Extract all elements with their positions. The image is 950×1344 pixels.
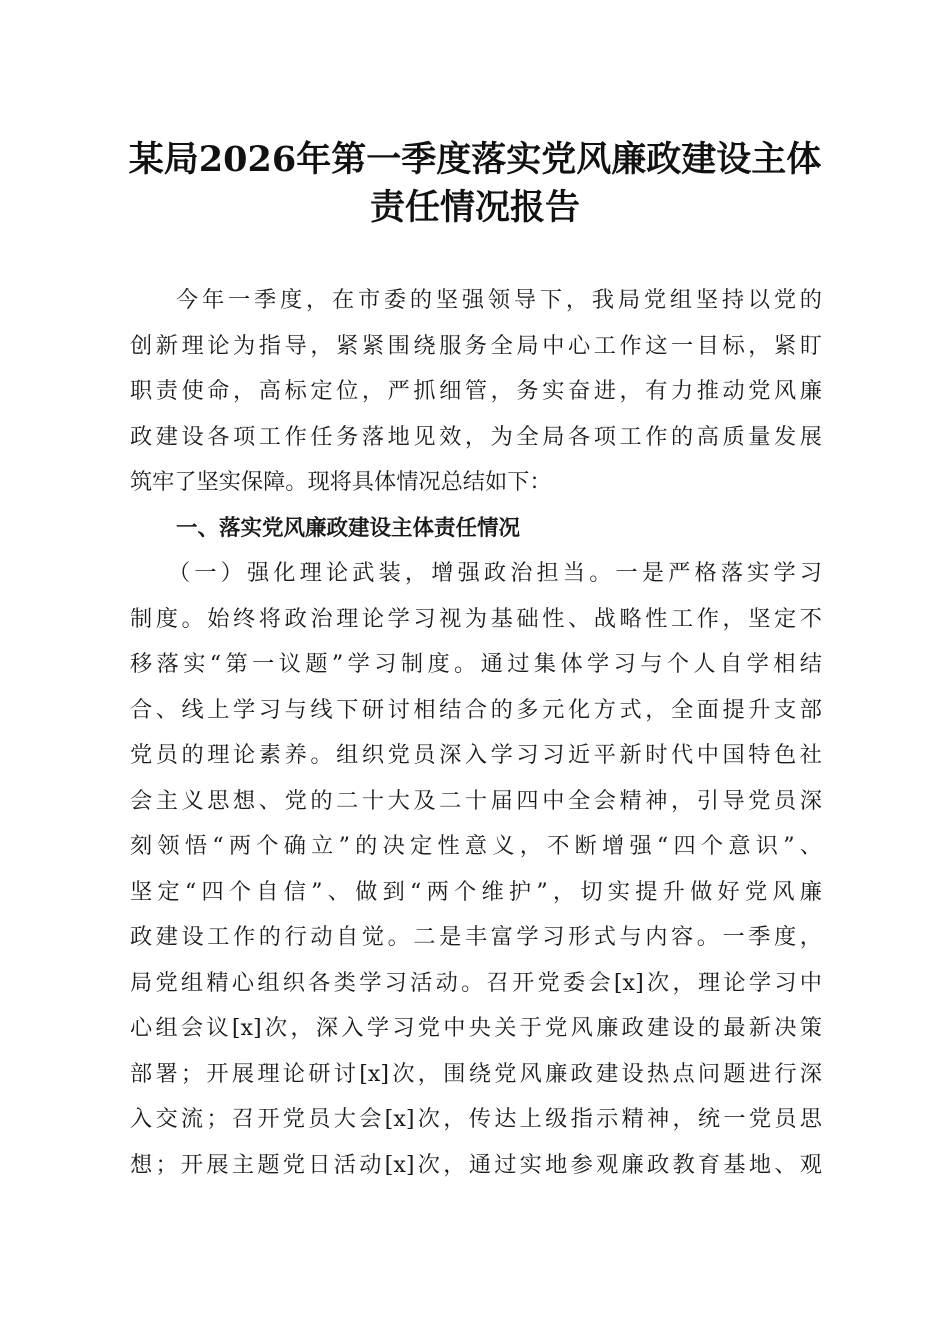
intro-line: 今年一季度，在市委的坚强领导下，我局党组坚持以党的: [176, 287, 822, 313]
section-line: 政建设工作的行动自觉。二是丰富学习形式与内容。一季度，: [130, 924, 822, 950]
title-line-2: 责任情况报告: [369, 187, 580, 228]
intro-line: 筑牢了坚实保障。现将具体情况总结如下：: [130, 469, 552, 495]
title-line-1: 某局2026年第一季度落实党风廉政建设主体: [128, 139, 822, 180]
document-body: [130, 278, 822, 1188]
section-line: 移落实“第一议题”学习制度。通过集体学习与个人自学相结: [130, 651, 822, 677]
section-line: （一）强化理论武装，增强政治担当。一是严格落实学习: [168, 560, 822, 586]
section-line: 入交流；召开党员大会[x]次，传达上级指示精神，统一党员思: [130, 1106, 822, 1132]
section-line: 会主义思想、党的二十大及二十届四中全会精神，引导党员深: [130, 787, 822, 814]
document-title: [100, 136, 850, 232]
section-heading: 一、落实党风廉政建设主体责任情况: [176, 515, 521, 541]
section-line: 局党组精心组织各类学习活动。召开党委会[x]次，理论学习中: [130, 969, 822, 996]
section-line: 刻领悟“两个确立”的决定性意义，不断增强“四个意识”、: [130, 833, 822, 859]
intro-line: 职责使命，高标定位，严抓细管，务实奋进，有力推动党风廉: [130, 378, 822, 404]
section-line: 合、线上学习与线下研讨相结合的多元化方式，全面提升支部: [130, 696, 822, 723]
section-line: 心组会议[x]次，深入学习党中央关于党风廉政建设的最新决策: [130, 1015, 822, 1041]
section-line: 制度。始终将政治理论学习视为基础性、战略性工作，坚定不: [130, 605, 822, 632]
section-line: 想；开展主题党日活动[x]次，通过实地参观廉政教育基地、观: [130, 1151, 822, 1178]
section-line: 党员的理论素养。组织党员深入学习习近平新时代中国特色社: [130, 742, 822, 768]
intro-line: 创新理论为指导，紧紧围绕服务全局中心工作这一目标，紧盯: [130, 332, 822, 359]
section-line: 部署；开展理论研讨[x]次，围绕党风廉政建设热点问题进行深: [130, 1060, 822, 1087]
intro-line: 政建设各项工作任务落地见效，为全局各项工作的高质量发展: [130, 423, 822, 450]
section-line: 坚定“四个自信”、做到“两个维护”，切实提升做好党风廉: [130, 878, 822, 905]
